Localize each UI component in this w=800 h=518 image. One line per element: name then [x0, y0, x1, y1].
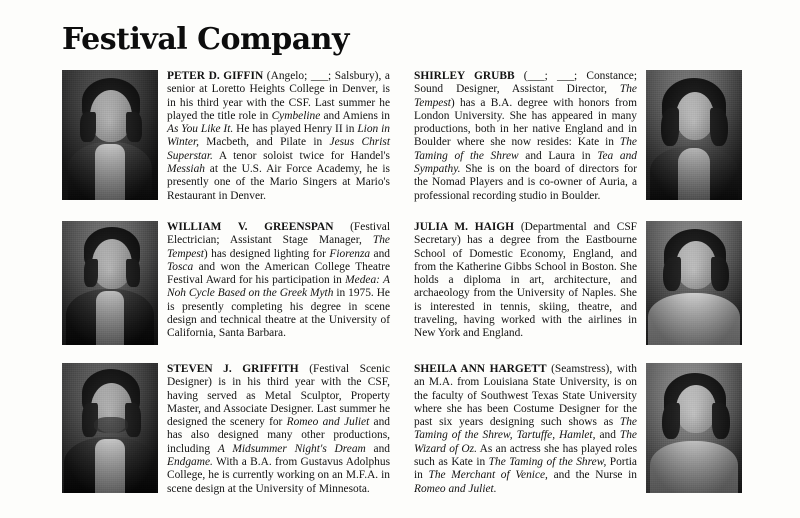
portrait-peter-d-giffin	[62, 70, 158, 200]
company-member-entry	[414, 363, 742, 496]
company-member-entry	[414, 221, 742, 345]
company-member-entry	[62, 363, 390, 496]
bio-text: SHEILA ANN HARGETT (Seamstress), with an M.A. from Louisiana State University, is on the faculty of Southwest Texas State University where she has been Costume Designer for the past six years designing such shows as The Taming of the Shrew, Tartuffe, Hamlet, and The Wizard of Oz. As an actress she has played roles such as Kate in The Taming of the Shrew, Portia in The Merchant of Venice, and the Nurse in Romeo and Juliet.	[414, 362, 637, 495]
bio-text: JULIA M. HAIGH (Departmental and CSF Secretary) has a degree from the Eastbourne School of Domestic Economy, England, and from the Katherine Gibbs School in Boston. She holds a diploma in art, architecture, and archaeology from the University of Naples. She is interested in tennis, skiing, theatre, and traveling, having worked with the airlines in New York and England.	[414, 220, 637, 340]
portrait-william-v-greenspan	[62, 221, 158, 345]
company-member-entry	[62, 70, 390, 203]
portrait-julia-m-haigh	[646, 221, 742, 345]
bio-text: PETER D. GIFFIN (Angelo; ___; Salsbury), a senior at Loretto Heights College in Denver, is in his third year with the CSF. Last summer he played the title role in Cymbeline and Amiens in As You Like It. He has played Henry II in Lion in Winter, Macbeth, and Pilate in Jesus Christ Superstar. A tenor soloist twice for Handel's Messiah at the U.S. Air Force Academy, he is presently one of the Mario Singers at Mario's Restaurant in Denver.	[167, 70, 390, 202]
bio-text: SHIRLEY GRUBB (___; ___; Constance; Sound Designer, Assistant Director, The Tempest) has a B.A. degree with honors from London University. She has appeared in many productions, both in her native England and in Boulder where she now resides: Kate in The Taming of the Shrew and Laura in Tea and Sympathy. She is on the board of directors for the Nomad Players and is co-owner of Auria, a professional recording studio in Boulder.	[414, 70, 637, 202]
bio-text: WILLIAM V. GREENSPAN (Festival Electrician; Assistant Stage Manager, The Tempest) has designed lighting for Fiorenza and Tosca and won the American College Theatre Festival Award for his participation in Medea: A Noh Cycle Based on the Greek Myth in 1975. He is presently completing his degree in scene design and technical theatre at the University of California, Santa Barbara.	[167, 220, 390, 340]
right-column	[414, 70, 742, 496]
page-title: Festival Company	[62, 22, 349, 57]
left-column	[62, 70, 390, 496]
portrait-shirley-grubb	[646, 70, 742, 200]
portrait-steven-j-griffith	[62, 363, 158, 493]
company-member-entry	[62, 221, 390, 345]
two-column-layout	[62, 70, 742, 496]
bio-text: STEVEN J. GRIFFITH (Festival Scenic Designer) is in his third year with the CSF, having served as Metal Sculptor, Property Master, and Associate Designer. Last summer he designed the scenery for Romeo and Juliet and has also designed many other productions, including A Midsummer Night's Dream and Endgame. With a B.A. from Gustavus Adolphus College, he is currently working on an M.F.A. in scene design at the University of Minnesota.	[167, 362, 391, 495]
company-member-entry	[414, 70, 742, 203]
portrait-sheila-ann-hargett	[646, 363, 742, 493]
